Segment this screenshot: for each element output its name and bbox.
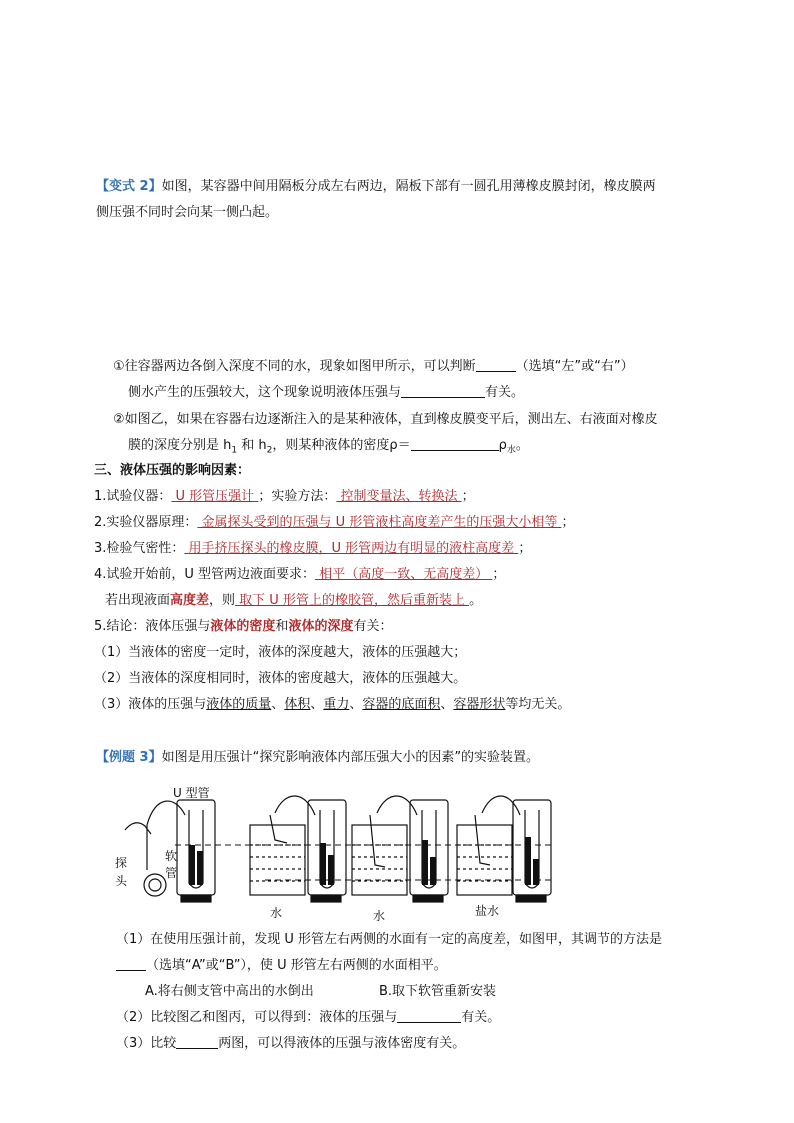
- q2-sub2: 2: [266, 445, 273, 456]
- water-label-2: 水: [373, 909, 386, 923]
- beaker-4: [457, 825, 512, 895]
- q1-text-a: ①往容器两边各倒入深度不同的水，现象如图甲所示，可以判断: [113, 359, 476, 374]
- q2-text-a: （2）比较图乙和图丙，可以得到：液体的压强与: [116, 1010, 398, 1025]
- option-b: B.取下软管重新安装: [379, 984, 497, 999]
- variant2-q1-line1: [113, 357, 634, 377]
- pressure-gauge-figure: [115, 785, 555, 925]
- c3-sep: 、: [271, 697, 285, 712]
- example3-q3: [116, 1034, 465, 1054]
- item5-highlight2: 液体的深度: [288, 619, 354, 634]
- variant2-q2-line1: ②如图乙，如果在容器右边逐渐注入的是某种液体，直到橡皮膜变平后，测出左、右液面对橡皮: [113, 412, 658, 427]
- variant2-line1: [96, 177, 656, 197]
- item3-answer: 用手挤压探头的橡皮膜，U 形管两边有明显的液柱高度差: [184, 541, 519, 556]
- q2-sub3: 水: [506, 445, 516, 456]
- salt-water-label: 盐水: [475, 904, 500, 918]
- c3-label: （3）液体的压强与: [94, 697, 207, 712]
- conclusion-2: （2）当液体的深度相同时，液体的密度越大，液体的压强越大。: [94, 671, 467, 686]
- q2-text-d: ，则某种液体的密度ρ＝: [272, 438, 411, 453]
- item1-label: 1.试验仪器：: [94, 489, 172, 504]
- probe-3: [370, 815, 385, 867]
- section3-item2: [94, 513, 574, 533]
- q2-text-e: ρ: [498, 438, 507, 453]
- answer-blank[interactable]: [116, 956, 146, 971]
- probe-2: [270, 815, 287, 843]
- item5-end: 有关：: [353, 619, 393, 634]
- section3-item5: [94, 617, 392, 637]
- item4-answer: 相平（高度一致、无高度差）: [315, 567, 493, 582]
- answer-blank[interactable]: [176, 1034, 218, 1049]
- item4-end: ；: [492, 567, 506, 582]
- example3-q1-line2: [116, 956, 447, 976]
- item5-and: 和: [275, 619, 289, 634]
- c3-term4: 容器的底面积: [362, 697, 441, 712]
- example3-q1-line1: （1）在使用压强计前，发现 U 形管左右两侧的水面有一定的高度差，如图甲，其调节的方法是: [116, 932, 663, 947]
- q1-choice-text: （选填“A”或“B”），使 U 形管左右两侧的水面相平。: [146, 958, 447, 973]
- c3-end: 等均无关。: [505, 697, 571, 712]
- beaker-2: [250, 825, 305, 895]
- item4b-highlight: 高度差: [170, 593, 210, 608]
- probe-label-1: 探: [115, 856, 128, 870]
- water-label-1: 水: [270, 906, 283, 920]
- answer-blank[interactable]: [401, 383, 485, 398]
- example3-text: 如图是用压强计“探究影响液体内部压强大小的因素”的实验装置。: [161, 750, 540, 765]
- q2-text-b: 膜的深度分别是 h: [128, 438, 232, 453]
- item3-label: 3.检验气密性：: [94, 541, 185, 556]
- q1-text-b: （选填“左”或“右”）: [515, 359, 634, 374]
- variant2-tag: 【变式 2】: [96, 179, 162, 194]
- u-tube-frame-3: [410, 800, 448, 895]
- c3-sep: 、: [349, 697, 363, 712]
- item5-highlight1: 液体的密度: [210, 619, 276, 634]
- section3-item3: [94, 539, 531, 559]
- tube-label: 管: [165, 866, 178, 880]
- q2-text-c: 和 h: [237, 438, 267, 453]
- q2-text-f: 。: [515, 438, 529, 453]
- probe-label-2: 头: [115, 874, 128, 888]
- item2-answer: 金属探头受到的压强与 U 形管液柱高度差产生的压强大小相等: [197, 515, 562, 530]
- item3-end: ；: [518, 541, 532, 556]
- c3-sep: 、: [440, 697, 454, 712]
- item1-label2: ；实验方法：: [258, 489, 337, 504]
- section3-item1: [94, 487, 475, 507]
- u-tube-label: U 型管: [173, 786, 210, 800]
- item4b-label2: ，则: [209, 593, 236, 608]
- variant2-line2: 侧压强不同时会向某一侧凸起。: [96, 205, 279, 220]
- q1-text-d: 有关。: [485, 385, 525, 400]
- item1-end: ；: [461, 489, 475, 504]
- answer-blank[interactable]: [476, 357, 516, 372]
- item1-answer2: 控制变量法、转换法: [336, 489, 462, 504]
- item4b-end: 。: [469, 593, 483, 608]
- soft-label: 软: [165, 849, 178, 863]
- q1-text-c: 侧水产生的压强较大，这个现象说明液体压强与: [128, 385, 402, 400]
- item2-end: ；: [561, 515, 575, 530]
- option-a: A.将右侧支管中高出的水倒出: [145, 984, 314, 999]
- example3-intro: [96, 748, 539, 768]
- variant2-q2-line2: [128, 436, 529, 461]
- answer-blank[interactable]: [397, 1008, 461, 1023]
- item5-label: 5.结论：液体压强与: [94, 619, 211, 634]
- item4b-answer: 取下 U 形管上的橡胶管，然后重新装上: [235, 593, 470, 608]
- example3-tag: 【例题 3】: [96, 750, 162, 765]
- item4b-label: 若出现液面: [105, 593, 171, 608]
- answer-blank[interactable]: [411, 436, 499, 451]
- c3-term2: 体积: [284, 697, 311, 712]
- probe-head: [144, 874, 166, 896]
- section3-item4b: [105, 591, 482, 611]
- item1-answer: U 形管压强计: [171, 489, 259, 504]
- section3-title: 三、液体压强的影响因素：: [94, 463, 251, 478]
- beaker-3: [352, 825, 407, 895]
- variant2-q1-line2: [128, 383, 524, 403]
- q3-text-b: 两图，可以得液体的压强与液体密度有关。: [218, 1036, 466, 1051]
- conclusion-3: [94, 695, 570, 715]
- u-tube-frame-2: [308, 800, 346, 895]
- soft-tube: [147, 801, 185, 825]
- q2-sub1: 1: [231, 445, 238, 456]
- q2-text-b: 有关。: [461, 1010, 501, 1025]
- u-tube-frame: [177, 800, 215, 895]
- q3-text-a: （3）比较: [116, 1036, 177, 1051]
- item4-label: 4.试验开始前，U 型管两边液面要求：: [94, 567, 316, 582]
- section3-item4: [94, 565, 505, 585]
- conclusion-1: （1）当液体的密度一定时，液体的深度越大，液体的压强越大；: [94, 645, 467, 660]
- variant2-text: 如图，某容器中间用隔板分成左右两边，隔板下部有一圆孔用薄橡皮膜封闭，橡皮膜两: [161, 179, 656, 194]
- example3-q2: [116, 1008, 500, 1028]
- c3-term5: 容器形状: [453, 697, 506, 712]
- c3-sep: 、: [310, 697, 324, 712]
- c3-term3: 重力: [323, 697, 350, 712]
- c3-term1: 液体的质量: [206, 697, 272, 712]
- u-tube-frame-4: [513, 800, 551, 895]
- item2-label: 2.实验仪器原理：: [94, 515, 198, 530]
